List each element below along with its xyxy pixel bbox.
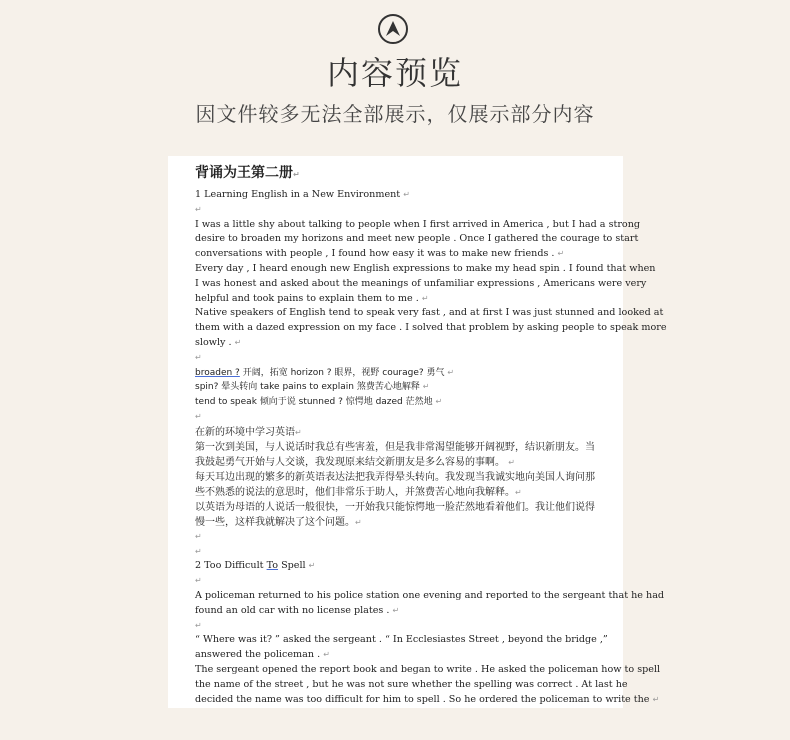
paragraph-line: Every day , I heard enough new English expressions to make my head spin . I found that when [195, 262, 656, 274]
blank-line: ↵ [195, 620, 202, 630]
preview-header [0, 0, 790, 150]
paragraph [195, 218, 641, 262]
page-title: 内容预览 [326, 54, 463, 92]
blank-line: ↵ [195, 546, 202, 556]
arrow-up-circle-icon [378, 14, 408, 44]
paragraph-line: conversations with people , I found how easy it was to make new friends . ↵ [195, 248, 565, 260]
paragraph [195, 306, 667, 350]
paragraph-line: helpful and took pains to explain them to me . ↵ [195, 292, 429, 304]
document-content [195, 162, 667, 707]
lesson-heading: 2 Too Difficult To Spell ↵ [195, 560, 316, 572]
paragraph-line: slowly . ↵ [195, 336, 242, 348]
vocab-line: tend to speak 倾向于说 stunned ? 惊愕地 dazed 茫然地 ↵ [195, 397, 443, 408]
paragraph-line: “ Where was it? ” asked the sergeant . “ In Ecclesiastes Street , beyond the bridge ,” [195, 634, 608, 646]
vocab-line: spin? 晕头转向 take pains to explain 煞费苦心地解释 ↵ [195, 382, 430, 393]
vocab-line: broaden ? 开阔，拓宽 horizon ? 眼界，视野 courage? 勇气 ↵ [195, 367, 455, 378]
chinese-heading: 在新的环境中学习英语↵ [195, 426, 302, 438]
lesson-heading: 1 Learning English in a New Environment ↵ [195, 189, 410, 200]
blank-line: ↵ [195, 204, 202, 214]
paragraph-line: I was honest and asked about the meanings of unfamiliar expressions , Americans were very [195, 277, 647, 289]
vocabulary-list [195, 366, 590, 410]
paragraph-line: the name of the street , but he was not sure whether the spelling was correct . At last he [195, 678, 628, 690]
page-subtitle: 因文件较多无法全部展示，仅展示部分内容 [195, 102, 595, 126]
paragraph [195, 663, 661, 707]
paragraph-line: decided the name was too difficult for him to spell . So he ordered the policeman to write the ↵ [195, 693, 660, 705]
paragraph [195, 589, 665, 619]
document-title: 背诵为王第二册↵ [195, 165, 300, 181]
blank-line: ↵ [195, 531, 202, 541]
document-preview [168, 156, 667, 708]
chinese-translation [195, 425, 595, 530]
chinese-line: 每天耳边出现的繁多的新英语表达法把我弄得晕头转向。我发现当我诚实地向美国人询问那 [195, 471, 595, 483]
chinese-line: 第一次到美国，与人说话时我总有些害羞，但是我非常渴望能够开阔视野，结识新朋友。当 [195, 441, 595, 453]
blank-line: ↵ [195, 576, 202, 586]
blank-line: ↵ [195, 411, 202, 421]
chinese-line: 以英语为母语的人说话一般很快，一开始我只能惊愕地一脸茫然地看着他们。我让他们说得 [195, 501, 595, 513]
chinese-line: 些不熟悉的说法的意思时，他们非常乐于助人，并煞费苦心地向我解释。↵ [195, 486, 522, 498]
paragraph-line: them with a dazed expression on my face . I solved that problem by asking people to speak more [195, 322, 667, 334]
paragraph-line: A policeman returned to his police station one evening and reported to the sergeant that he had [195, 589, 665, 601]
chinese-line: 我鼓起勇气开始与人交谈，我发现原来结交新朋友是多么容易的事啊。 ↵ [195, 456, 515, 468]
paragraph-line: Native speakers of English tend to speak very fast , and at first I was just stunned and looked at [195, 307, 664, 319]
paragraph-line: desire to broaden my horizons and meet new people . Once I gathered the courage to start [195, 233, 639, 245]
paragraph-line: The sergeant opened the report book and began to write . He asked the policeman how to spell [195, 663, 661, 675]
paragraph-line: I was a little shy about talking to people when I first arrived in America , but I had a strong [195, 218, 641, 230]
chinese-line: 慢一些，这样我就解决了这个问题。↵ [195, 516, 362, 528]
paragraph-line: found an old car with no license plates . ↵ [195, 604, 400, 616]
paragraph-line: answered the policeman . ↵ [195, 649, 330, 661]
paragraph [195, 262, 656, 306]
paragraph [195, 633, 608, 663]
blank-line: ↵ [195, 352, 202, 362]
